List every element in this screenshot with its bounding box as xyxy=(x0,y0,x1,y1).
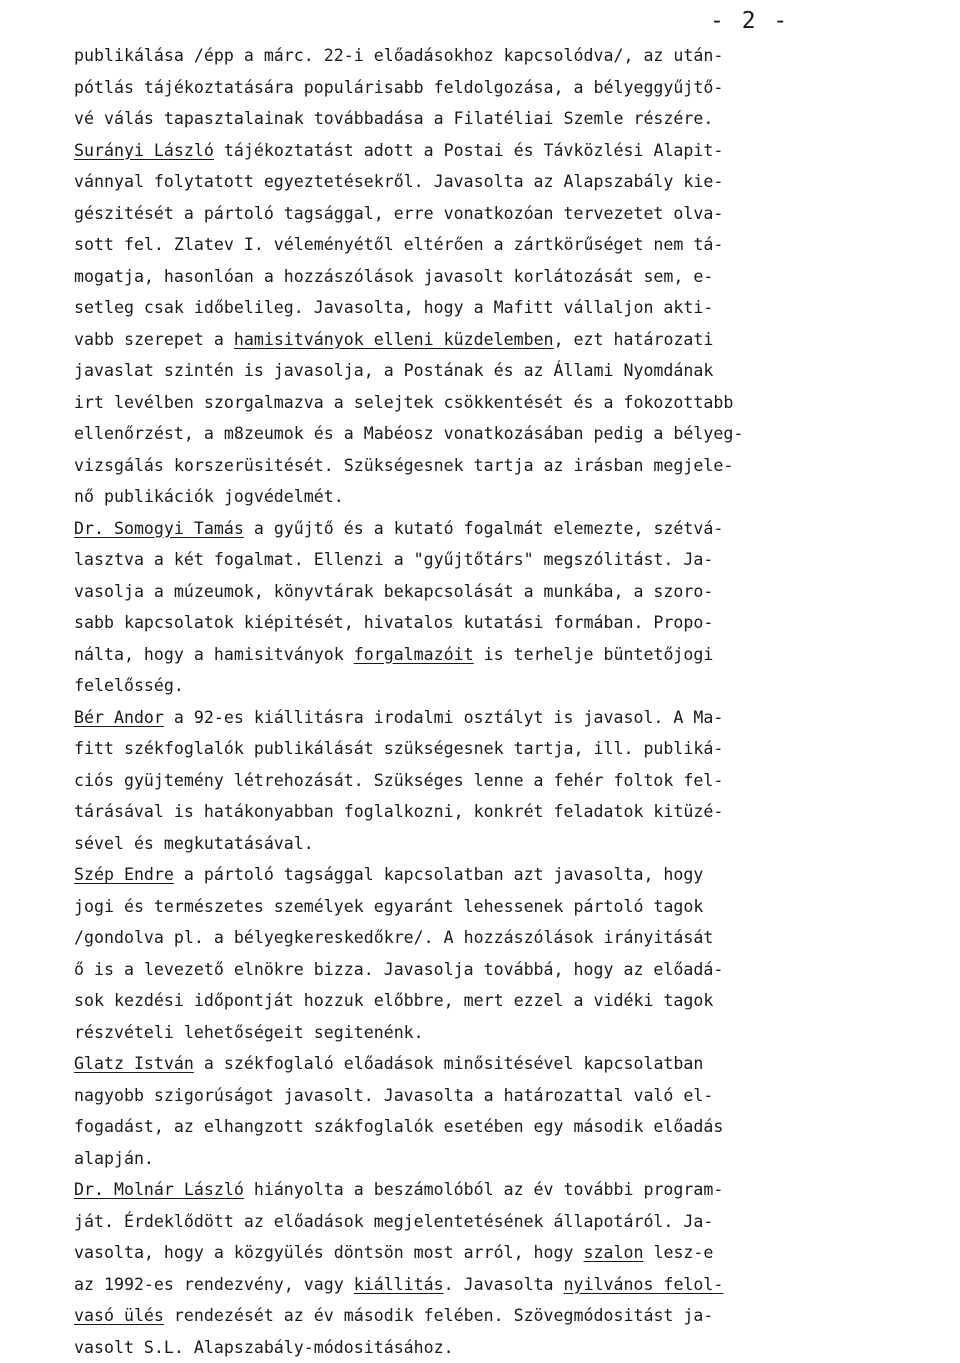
text-line xyxy=(74,135,914,167)
text-segment: . Javasolta xyxy=(444,1275,564,1294)
text-segment: fitt székfoglalók publikálását szükségesnek tartja, ill. publiká- xyxy=(74,739,723,758)
text-segment: tájékoztatást adott a Postai és Távközlési Alapit- xyxy=(214,141,724,160)
text-segment: sabb kapcsolatok kiépitését, hivatalos kutatási formában. Propo- xyxy=(74,613,713,632)
text-line xyxy=(74,639,914,671)
text-segment: sok kezdési időpontját hozzuk előbbre, mert ezzel a vidéki tagok xyxy=(74,991,713,1010)
text-line xyxy=(74,796,914,828)
underlined-name: nyilvános felol- xyxy=(564,1275,724,1294)
text-segment: ciós gyüjtemény létrehozását. Szükséges lenne a fehér foltok fel- xyxy=(74,771,723,790)
text-segment: alapján. xyxy=(74,1149,154,1168)
text-segment: felelősség. xyxy=(74,676,184,695)
underlined-name: vasó ülés xyxy=(74,1306,164,1325)
text-segment: jogi és természetes személyek egyaránt lehessenek pártoló tagok xyxy=(74,897,703,916)
text-line xyxy=(74,1048,914,1080)
text-line xyxy=(74,891,914,923)
text-segment: vabb szerepet a xyxy=(74,330,234,349)
text-line xyxy=(74,166,914,198)
text-line xyxy=(74,1080,914,1112)
text-line xyxy=(74,387,914,419)
text-line xyxy=(74,954,914,986)
text-segment: fogadást, az elhangzott szákfoglalók esetében egy második előadás xyxy=(74,1117,723,1136)
underlined-name: kiállitás xyxy=(354,1275,444,1294)
text-line xyxy=(74,828,914,860)
text-line xyxy=(74,229,914,261)
underlined-name: Surányi László xyxy=(74,141,214,160)
text-segment: /gondolva pl. a bélyegkereskedőkre/. A hozzászólások irányitását xyxy=(74,928,713,947)
text-line xyxy=(74,261,914,293)
text-line xyxy=(74,544,914,576)
text-segment: ját. Érdeklődött az előadások megjelentetésének állapotáról. Ja- xyxy=(74,1212,713,1231)
text-line xyxy=(74,418,914,450)
page-number: - 2 - xyxy=(710,8,789,34)
text-line xyxy=(74,765,914,797)
text-segment: vasolja a múzeumok, könyvtárak bekapcsolását a munkába, a szoro- xyxy=(74,582,713,601)
text-segment: az 1992-es rendezvény, vagy xyxy=(74,1275,354,1294)
text-line xyxy=(74,733,914,765)
text-segment: sott fel. Zlatev I. véleményétől eltérően a zártkörűséget nem tá- xyxy=(74,235,723,254)
text-segment: hiányolta a beszámolóból az év további program- xyxy=(244,1180,724,1199)
text-segment: nagyobb szigorúságot javasolt. Javasolta a határozattal való el- xyxy=(74,1086,713,1105)
text-segment: nő publikációk jogvédelmét. xyxy=(74,487,344,506)
text-line xyxy=(74,198,914,230)
text-segment: vánnyal folytatott egyeztetésekről. Javasolta az Alapszabály kie- xyxy=(74,172,723,191)
document-body xyxy=(74,40,914,1363)
text-line xyxy=(74,1269,914,1301)
text-line xyxy=(74,859,914,891)
text-segment: a pártoló tagsággal kapcsolatban azt javasolta, hogy xyxy=(174,865,704,884)
text-segment: lasztva a két fogalmat. Ellenzi a "gyűjtőtárs" megszólitást. Ja- xyxy=(74,550,713,569)
text-line xyxy=(74,292,914,324)
underlined-name: Szép Endre xyxy=(74,865,174,884)
underlined-name: Glatz István xyxy=(74,1054,194,1073)
text-segment: pótlás tájékoztatására populárisabb feldolgozása, a bélyeggyűjtő- xyxy=(74,78,723,97)
text-line xyxy=(74,1300,914,1332)
text-segment: vasolt S.L. Alapszabály-módositásához. xyxy=(74,1338,454,1357)
text-line xyxy=(74,1332,914,1363)
text-line xyxy=(74,72,914,104)
text-line xyxy=(74,1206,914,1238)
underlined-name: Dr. Somogyi Tamás xyxy=(74,519,244,538)
underlined-name: hamisitványok elleni küzdelemben xyxy=(234,330,554,349)
text-segment: tárásával is hatákonyabban foglalkozni, konkrét feladatok kitüzé- xyxy=(74,802,723,821)
text-segment: a székfoglaló előadások minősitésével kapcsolatban xyxy=(194,1054,704,1073)
text-segment: a 92-es kiállitásra irodalmi osztályt is javasol. A Ma- xyxy=(164,708,723,727)
text-line xyxy=(74,1237,914,1269)
text-segment: setleg csak időbelileg. Javasolta, hogy a Mafitt vállaljon akti- xyxy=(74,298,713,317)
text-segment: lesz-e xyxy=(643,1243,713,1262)
text-segment: vizsgálás korszerüsitését. Szükségesnek tartja az irásban megjele- xyxy=(74,456,733,475)
text-segment: gészitését a pártoló tagsággal, erre vonatkozóan tervezetet olva- xyxy=(74,204,723,223)
text-line xyxy=(74,702,914,734)
text-segment: a gyűjtő és a kutató fogalmát elemezte, szétvá- xyxy=(244,519,724,538)
text-line xyxy=(74,576,914,608)
text-segment: ellenőrzést, a m8zeumok és a Mabéosz vonatkozásában pedig a bélyeg- xyxy=(74,424,743,443)
text-line xyxy=(74,1174,914,1206)
text-line xyxy=(74,1143,914,1175)
text-segment: nálta, hogy a hamisitványok xyxy=(74,645,354,664)
text-line xyxy=(74,1111,914,1143)
text-segment: javaslat szintén is javasolja, a Postának és az Állami Nyomdának xyxy=(74,361,713,380)
underlined-name: Dr. Molnár László xyxy=(74,1180,244,1199)
text-segment: sével és megkutatásával. xyxy=(74,834,314,853)
text-segment: ő is a levezető elnökre bizza. Javasolja továbbá, hogy az előadá- xyxy=(74,960,723,979)
text-segment: vé válás tapasztalainak továbbadása a Filatéliai Szemle részére. xyxy=(74,109,713,128)
text-segment: rendezését az év második felében. Szövegmódositást ja- xyxy=(164,1306,713,1325)
text-line xyxy=(74,1017,914,1049)
text-line xyxy=(74,513,914,545)
text-line xyxy=(74,985,914,1017)
text-line xyxy=(74,450,914,482)
text-segment: vasolta, hogy a közgyülés döntsön most arról, hogy xyxy=(74,1243,584,1262)
text-line xyxy=(74,40,914,72)
text-line xyxy=(74,481,914,513)
text-segment: , ezt határozati xyxy=(554,330,714,349)
text-line xyxy=(74,607,914,639)
text-line xyxy=(74,103,914,135)
text-line xyxy=(74,324,914,356)
text-segment: irt levélben szorgalmazva a selejtek csökkentését és a fokozottabb xyxy=(74,393,733,412)
text-segment: is terhelje büntetőjogi xyxy=(474,645,714,664)
text-segment: publikálása /épp a márc. 22-i előadásokhoz kapcsolódva/, az után- xyxy=(74,46,723,65)
underlined-name: szalon xyxy=(584,1243,644,1262)
text-line xyxy=(74,922,914,954)
underlined-name: Bér Andor xyxy=(74,708,164,727)
text-line xyxy=(74,355,914,387)
text-segment: mogatja, hasonlóan a hozzászólások javasolt korlátozását sem, e- xyxy=(74,267,713,286)
text-segment: részvételi lehetőségeit segitenénk. xyxy=(74,1023,424,1042)
text-line xyxy=(74,670,914,702)
underlined-name: forgalmazóit xyxy=(354,645,474,664)
